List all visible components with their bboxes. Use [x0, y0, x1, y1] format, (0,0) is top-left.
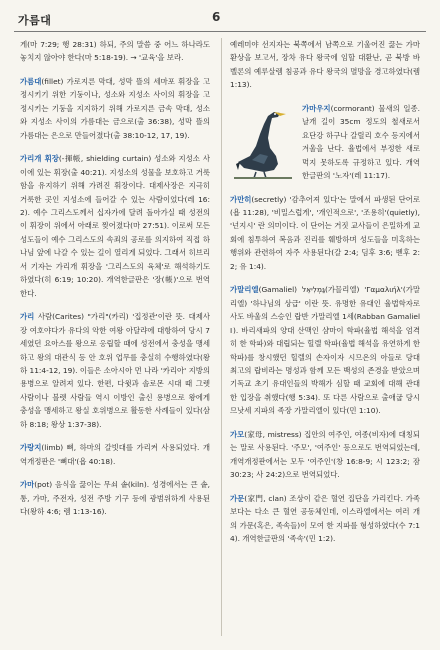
entry-text: (cormorant) 물새의 일종. 날개 길이 35cm 정도의 철새로서 요단강 하구나 갈릴리 호수 등지에서 겨울을 난다. 율법에서 부정한 새로 먹지 못하도록 규정하고 있다. 개역한글판의 '노자'(레 11:17). — [302, 103, 420, 181]
dictionary-entry — [20, 38, 210, 65]
entry-text: (pot) 음식을 끓이는 무쇠 솥(kiln). 성경에서는 큰 솥, 통, 가마, 주전자, 성전 주방 기구 등에 광범위하게 사용된다(왕하 4:6; 렘 1:13-16). — [20, 480, 210, 517]
right-column — [230, 38, 420, 555]
page-header — [0, 0, 440, 34]
entry-headword: 가마 — [20, 480, 35, 490]
dictionary-entry — [20, 75, 210, 142]
column-divider — [221, 38, 222, 636]
entry-headword: 가모 — [230, 429, 245, 439]
entry-headword: 가문 — [230, 493, 245, 503]
dictionary-entry — [20, 478, 210, 518]
entry-text: (-揮帳, shielding curtain) 성소와 지성소 사이에 있는 휘장(출 40:21). 지성소의 성물을 보호하고 거룩함을 유지하기 위해 가려진 휘장이다. 대제사장은 지극히 거룩한 곳인 지성소에 들어갈 수 있는 사람이었다(레 16:2). 예수 그리스도께서 십자가에 달려 돌아가실 때 성전의 이 휘장이 위에서 아래로 찢어졌다(마 27:51). 이로써 모든 성도들이 예수 그리스도의 속죄의 공로를 의지하여 직접 하나님 앞에 나갈 수 있는 길이 열리게 되었다. 그래서 히브리서 기자는 가리개 휘장을 '그리스도의 육체'로 해석하기도 하였다(히 6:19; 10:20). 개역한글판은 '장(帳)'으로 번역한다. — [20, 154, 211, 298]
entry-headword: 가만히 — [230, 194, 252, 204]
left-column — [20, 38, 210, 529]
entry-text: 사람(Carites) "가리"(카리) '집정관'이란 뜻. 대제사장 여호야다가 유다의 악한 여왕 아달랴에 대항하여 당시 7세였던 요아스를 왕으로 옹립할 때에 성전에서 충성을 맹세하고 왕의 대관식 등 안 호위 업무를 충실히 수행하였다(왕하 11:4-12, 19). 이들은 소아시아 먼 나라 '카리아' 지방의 용병으로 알려져 있다. 한편, 다윗과 솔로몬 시대 때 그렛 사람이나 블렛 사람들 역시 이방인 출신 용병으로 왕에게 충성을 맹세하고 왕실 호위병으로 활동한 사례들이 있다(삼하 8:18; 왕상 1:37-38). — [20, 312, 210, 429]
dictionary-entry — [230, 102, 420, 183]
dictionary-entry — [20, 152, 210, 300]
dictionary-entry — [20, 441, 210, 468]
entry-headword: 가말리엘 — [230, 285, 259, 295]
header-rule — [14, 31, 426, 32]
entry-headword: 가름대 — [20, 76, 42, 86]
entry-text: (家母, mistress) 집안의 여주인, 여종(비자)에 대칭되는 말로 사용된다. '주모', '여주인' 등으로도 번역되었는데, 개역개정판에서는 모두 '여주인'(창 16:8-9; 시 123:2; 잠 30:23; 사 24:2)으로 번역되었다. — [230, 429, 420, 480]
entry-text: (fillet) 가로지른 막대, 성막 뜰의 세마포 휘장을 고정시키기 위한 기둥이나, 성소와 지성소 사이의 휘장을 고정시키는 기둥을 지지하기 위해 가로지른 금속 막대, 성소와 지성소 사이의 가름대는 금으로(출 36:38), 성막 뜰의 가름대는 은으로 만들어졌다(출 38:10-12, 17, 19). — [20, 76, 210, 140]
entry-text: (limb) 뼈, 하마의 갈빗대를 가리켜 사용되었다. 개역개정판은 '뼈대'(욥 40:18). — [20, 443, 210, 466]
entry-text: (Gamaliel) גַּמְלִיאֵל(가믈리엘) 'Γαμαλιήλ'(가말리엘) '하나님의 상급' 이란 뜻. 유명한 유대인 율법학자로 사도 바울의 스승인 랍반 가말리엘 1세(Rabban Gamaliel Ⅰ). 바리새파의 양대 산맥인 샴마이 학파(율법 해석을 엄격히 한 학파)와 대립되는 힐렐 학파(율법 해석을 유연하게 한 학파)를 창시했던 힐렐의 손자이자 시므온의 아들로 당대 최고의 랍비라는 명성과 함께 모든 백성의 존경을 받았으며 기독교 초기 유대인들의 박해가 심할 때 교회에 대해 관대한 입장을 취했다(행 5:34). 또 다른 사람으로 출애굽 당시 므낫세 지파의 족장 가말리엘이 있다(민 1:10). — [230, 285, 420, 416]
dictionary-entry — [230, 283, 420, 418]
entry-headword: 가리개 휘장 — [20, 154, 59, 164]
dictionary-entry — [230, 38, 420, 92]
entry-headword: 가리 — [20, 312, 35, 322]
entry-text: (secretly) '감추어져 있다'는 말에서 파생된 단어로(욥 11:28), '비밀스럽게', '개인적으로', '조용히'(quietly), '넌지시' 란 의미이다. 이 단어는 거짓 교사들이 은밀하게 교회에 침투하여 복음과 진리를 훼방하며 성도들을 미혹하는 행위와 관련하여 자주 사용된다(갈 2:4; 딤후 3:6; 벧후 2:2; 유 1:4). — [230, 194, 420, 271]
entry-headword: 가랑지 — [20, 443, 42, 453]
page-number: 6 — [212, 10, 221, 24]
running-head: 가름대 — [18, 14, 52, 27]
dictionary-entry — [230, 193, 420, 274]
entry-text: 예레미야 선지자는 북쪽에서 남쪽으로 기울어진 끓는 가마 환상을 보고서, 장차 유다 왕국에 임할 대환난, 곧 북방 바벨론의 예루살렘 침공과 유다 왕국의 멸망을 경고하였다(렘 1:13). — [230, 40, 420, 90]
entry-headword: 가마우지 — [302, 103, 331, 113]
entry-text: 게(마 7:29; 행 28:31) 하되, 주의 말씀 중 어느 하나라도 놓치지 않아야 한다(마 5:18-19). → '교육'을 보라. — [20, 40, 210, 63]
entry-text: (家門, clan) 조상이 같은 혈연 집단을 가리킨다. 가족보다는 다소 큰 혈연 공동체인데, 이스라엘에서는 여러 개의 가문(혹은, 족속들)이 모여 한 지파를 형성하였다(수 7:14). 개역한글판의 '족속'(민 1:2). — [230, 493, 420, 543]
dictionary-entry — [230, 428, 420, 482]
cormorant-illustration — [230, 104, 296, 180]
dictionary-entry — [20, 310, 210, 431]
dictionary-entry — [230, 492, 420, 546]
